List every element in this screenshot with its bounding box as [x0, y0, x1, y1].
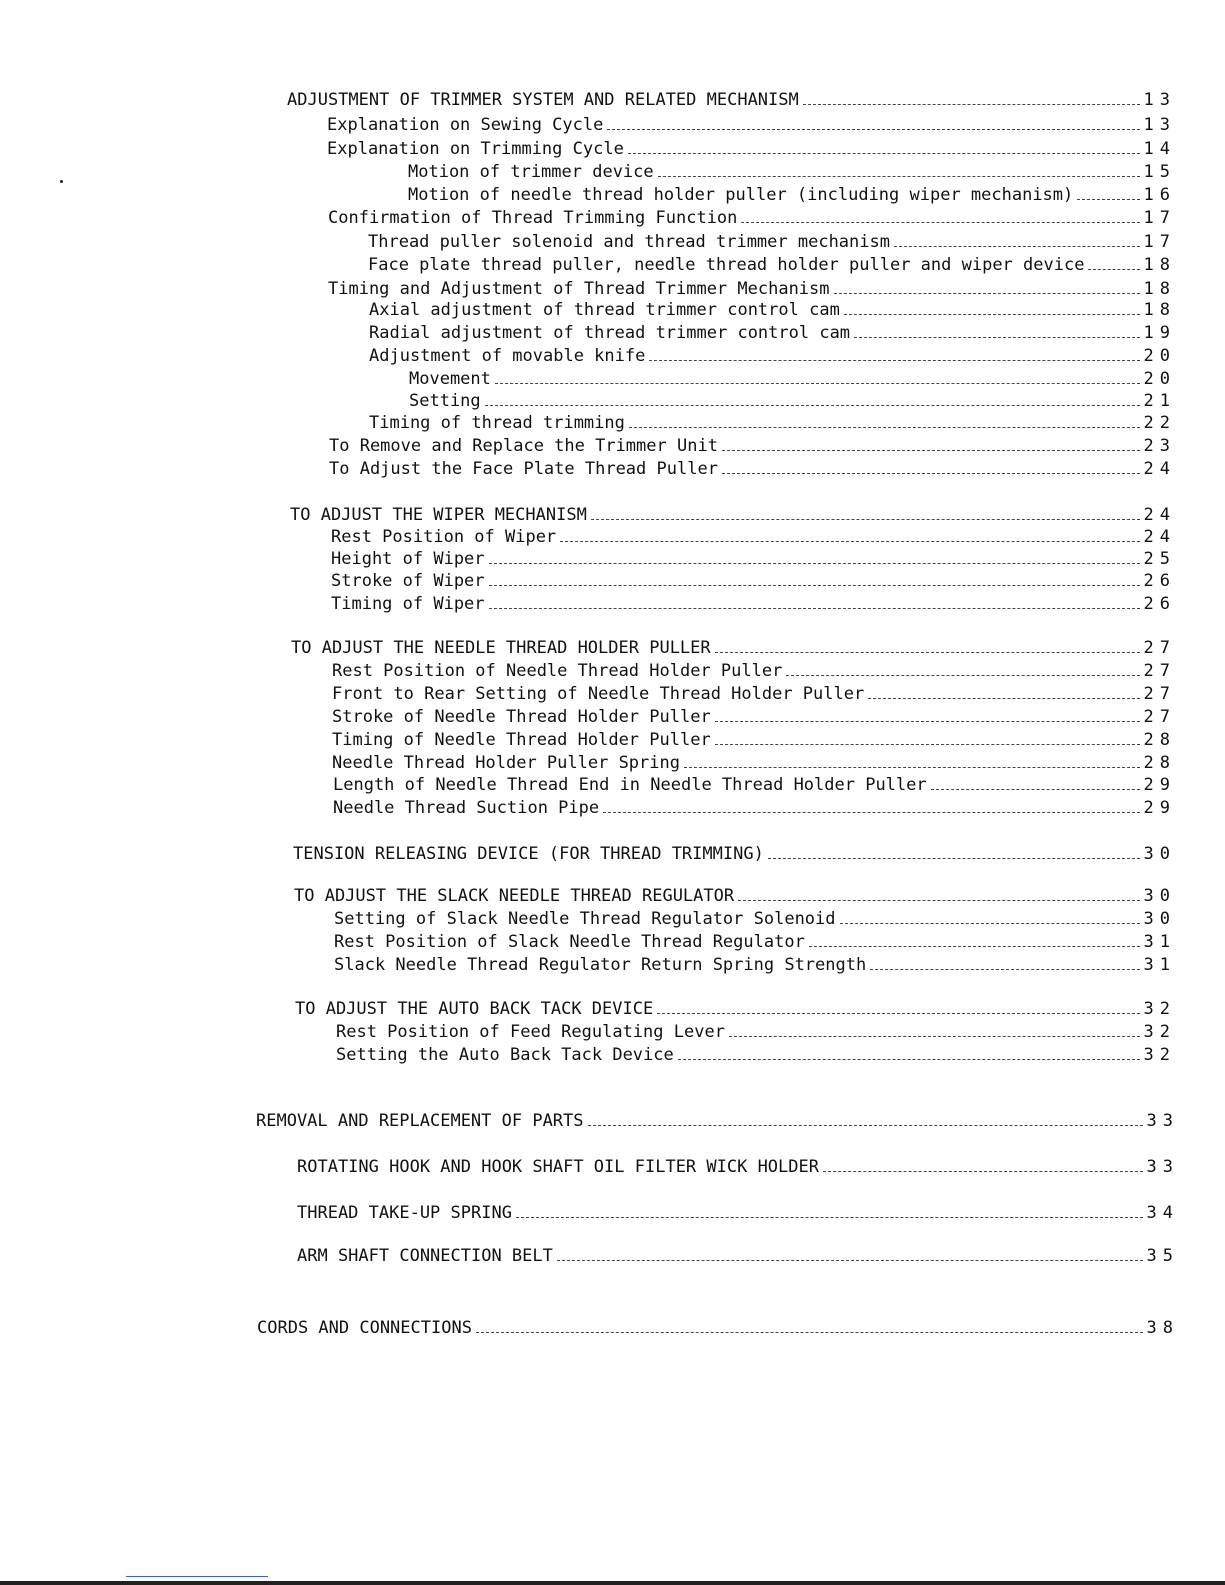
toc-entry — [334, 907, 1176, 931]
dot-leader — [588, 1113, 1143, 1126]
toc-entry — [332, 705, 1176, 729]
toc-entry — [332, 682, 1176, 706]
toc-entry-label: Timing and Adjustment of Thread Trimmer Mechanism — [328, 279, 830, 299]
toc-entry-label: Confirmation of Thread Trimming Function — [328, 208, 738, 228]
toc-entry-label: Face plate thread puller, needle thread holder puller and wiper device — [368, 255, 1085, 275]
toc-entry-label: ARM SHAFT CONNECTION BELT — [297, 1246, 553, 1266]
toc-entry — [369, 411, 1176, 435]
toc-page-number: 19 — [1143, 323, 1176, 343]
dot-leader — [657, 1001, 1139, 1014]
dot-leader — [809, 934, 1140, 947]
dot-leader — [629, 415, 1140, 428]
toc-page-number: 26 — [1143, 571, 1176, 591]
toc-entry-label: ROTATING HOOK AND HOOK SHAFT OIL FILTER WICK HOLDER — [297, 1157, 819, 1177]
toc-entry — [409, 389, 1176, 413]
toc-entry-label: Length of Needle Thread End in Needle Thread Holder Puller — [333, 775, 927, 795]
toc-page-number: 30 — [1143, 844, 1176, 864]
toc-entry — [409, 367, 1176, 391]
dot-leader — [715, 640, 1140, 653]
toc-entry-label: Rest Position of Wiper — [331, 527, 557, 547]
dot-leader — [658, 164, 1140, 177]
toc-page-number: 16 — [1143, 185, 1176, 205]
toc-entry-label: REMOVAL AND REPLACEMENT OF PARTS — [256, 1111, 584, 1131]
dot-leader — [489, 596, 1140, 609]
dot-leader — [844, 302, 1140, 315]
dot-leader — [870, 957, 1139, 970]
toc-page-number: 34 — [1146, 1203, 1179, 1223]
toc-entry-label: TO ADJUST THE WIPER MECHANISM — [290, 505, 587, 525]
dot-leader — [603, 800, 1139, 813]
toc-page-number: 20 — [1143, 369, 1176, 389]
toc-entry-label: Stroke of Needle Thread Holder Puller — [332, 707, 711, 727]
toc-page-number: 30 — [1143, 886, 1176, 906]
toc-page-number: 32 — [1143, 999, 1176, 1019]
toc-page-number: 31 — [1143, 932, 1176, 952]
toc-entry-label: Setting of Slack Needle Thread Regulator Solenoid — [334, 909, 836, 929]
toc-page-number: 29 — [1143, 775, 1176, 795]
toc-entry-label: Motion of needle thread holder puller (including wiper mechanism) — [408, 185, 1074, 205]
dot-leader — [854, 325, 1139, 338]
toc-entry — [331, 569, 1176, 593]
toc-entry-label: Axial adjustment of thread trimmer control cam — [369, 300, 840, 320]
toc-entry-label: Needle Thread Holder Puller Spring — [332, 753, 680, 773]
toc-page-number: 29 — [1143, 798, 1176, 818]
toc-entry — [369, 344, 1176, 368]
toc-entry-label: TO ADJUST THE AUTO BACK TACK DEVICE — [295, 999, 654, 1019]
toc-entry-label: TO ADJUST THE NEEDLE THREAD HOLDER PULLER — [291, 638, 711, 658]
toc-entry — [332, 728, 1176, 752]
dot-leader — [516, 1205, 1143, 1218]
toc-entry-label: Height of Wiper — [331, 549, 485, 569]
toc-entry-label: Movement — [409, 369, 491, 389]
toc-entry — [293, 842, 1176, 866]
toc-page-number: 17 — [1143, 208, 1176, 228]
toc-page-number: 32 — [1143, 1022, 1176, 1042]
dot-leader — [722, 438, 1140, 451]
toc-page-number: 24 — [1143, 505, 1176, 525]
toc-page-number: 26 — [1143, 594, 1176, 614]
dot-leader — [768, 846, 1140, 859]
dot-leader — [715, 709, 1140, 722]
dot-leader — [557, 1248, 1143, 1261]
toc-entry — [256, 1109, 1179, 1133]
dot-leader — [489, 551, 1140, 564]
toc-entry-label: Radial adjustment of thread trimmer control cam — [369, 323, 851, 343]
toc-entry — [290, 503, 1176, 527]
toc-entry-label: Timing of thread trimming — [369, 413, 625, 433]
toc-entry-label: Motion of trimmer device — [408, 162, 654, 182]
dot-leader — [560, 529, 1139, 542]
dot-leader — [607, 117, 1139, 130]
dot-leader — [495, 371, 1140, 384]
toc-entry — [327, 137, 1176, 161]
dot-leader — [738, 888, 1139, 901]
toc-entry-label: Explanation on Trimming Cycle — [327, 139, 624, 159]
dot-leader — [476, 1320, 1143, 1333]
toc-page-number: 27 — [1143, 661, 1176, 681]
toc-entry-label: Needle Thread Suction Pipe — [333, 798, 600, 818]
toc-entry-label: Setting — [409, 391, 481, 411]
toc-entry — [336, 1043, 1176, 1067]
toc-entry-label: Rest Position of Needle Thread Holder Puller — [332, 661, 783, 681]
dot-leader — [834, 281, 1140, 294]
toc-entry-label: To Adjust the Face Plate Thread Puller — [329, 459, 718, 479]
toc-entry — [334, 930, 1176, 954]
toc-page-number: 22 — [1143, 413, 1176, 433]
toc-entry — [408, 160, 1176, 184]
dot-leader — [894, 234, 1140, 247]
toc-entry-label: TENSION RELEASING DEVICE (FOR THREAD TRIMMING) — [293, 844, 764, 864]
toc-entry — [333, 796, 1176, 820]
toc-entry — [334, 953, 1176, 977]
toc-entry — [331, 592, 1176, 616]
toc-entry — [369, 321, 1176, 345]
toc-entry — [294, 884, 1176, 908]
scan-edge-mark — [126, 1576, 268, 1577]
toc-page-number: 24 — [1143, 459, 1176, 479]
dot-leader — [823, 1159, 1143, 1172]
toc-entry-label: Adjustment of movable knife — [369, 346, 646, 366]
toc-entry — [287, 88, 1176, 112]
toc-entry-label: THREAD TAKE-UP SPRING — [297, 1203, 512, 1223]
toc-entry — [297, 1244, 1179, 1268]
toc-page-number: 18 — [1143, 255, 1176, 275]
toc-page-number: 28 — [1143, 753, 1176, 773]
toc-entry — [328, 206, 1176, 230]
toc-entry-label: Timing of Needle Thread Holder Puller — [332, 730, 711, 750]
toc-entry-label: To Remove and Replace the Trimmer Unit — [329, 436, 718, 456]
toc-page-number: 23 — [1143, 436, 1176, 456]
toc-entry-label: Setting the Auto Back Tack Device — [336, 1045, 674, 1065]
toc-page-number: 20 — [1143, 346, 1176, 366]
dot-leader — [1077, 187, 1139, 200]
toc-entry — [327, 113, 1176, 137]
toc-entry — [329, 457, 1176, 481]
dot-leader — [729, 1024, 1140, 1037]
toc-entry-label: ADJUSTMENT OF TRIMMER SYSTEM AND RELATED MECHANISM — [287, 90, 799, 110]
toc-page-number: 27 — [1143, 638, 1176, 658]
toc-page-number: 27 — [1143, 707, 1176, 727]
toc-page-number: 33 — [1146, 1157, 1179, 1177]
toc-page-number: 24 — [1143, 527, 1176, 547]
toc-entry — [332, 659, 1176, 683]
dot-leader — [1088, 257, 1139, 270]
toc-page-number: 38 — [1146, 1318, 1179, 1338]
dot-leader — [931, 777, 1140, 790]
toc-page-number: 13 — [1143, 90, 1176, 110]
dot-leader — [678, 1047, 1140, 1060]
toc-entry — [331, 525, 1176, 549]
toc-entry — [291, 636, 1176, 660]
toc-page-number: 18 — [1143, 279, 1176, 299]
dot-leader — [803, 92, 1140, 105]
toc-entry-label: Slack Needle Thread Regulator Return Spring Strength — [334, 955, 867, 975]
toc-page-number: 17 — [1143, 232, 1176, 252]
dot-leader — [868, 686, 1139, 699]
toc-page-number: 25 — [1143, 549, 1176, 569]
toc-entry — [368, 253, 1176, 277]
dot-leader — [485, 393, 1140, 406]
dot-leader — [628, 141, 1140, 154]
dot-leader — [489, 573, 1140, 586]
scan-bottom-edge — [0, 1581, 1225, 1585]
toc-entry-label: CORDS AND CONNECTIONS — [257, 1318, 472, 1338]
toc-entry — [336, 1020, 1176, 1044]
toc-entry — [297, 1201, 1179, 1225]
scan-speck — [60, 180, 63, 183]
toc-entry — [333, 773, 1176, 797]
toc-page-number: 33 — [1146, 1111, 1179, 1131]
toc-entry-label: Thread puller solenoid and thread trimmer mechanism — [368, 232, 890, 252]
toc-page-number: 28 — [1143, 730, 1176, 750]
dot-leader — [649, 348, 1139, 361]
toc-entry — [331, 547, 1176, 571]
toc-entry-label: Rest Position of Feed Regulating Lever — [336, 1022, 725, 1042]
toc-page-number: 32 — [1143, 1045, 1176, 1065]
toc-entry — [369, 298, 1176, 322]
dot-leader — [741, 210, 1139, 223]
toc-page-number: 35 — [1146, 1246, 1179, 1266]
toc-page-number: 14 — [1143, 139, 1176, 159]
dot-leader — [591, 507, 1140, 520]
dot-leader — [715, 732, 1140, 745]
toc-entry-label: TO ADJUST THE SLACK NEEDLE THREAD REGULATOR — [294, 886, 735, 906]
toc-entry-label: Explanation on Sewing Cycle — [327, 115, 604, 135]
toc-page-number: 27 — [1143, 684, 1176, 704]
toc-entry-label: Timing of Wiper — [331, 594, 485, 614]
toc-page-number: 30 — [1143, 909, 1176, 929]
dot-leader — [786, 663, 1139, 676]
toc-entry — [295, 997, 1176, 1021]
toc-page-number: 31 — [1143, 955, 1176, 975]
toc-entry — [329, 434, 1176, 458]
toc-entry — [257, 1316, 1179, 1340]
toc-entry — [368, 230, 1176, 254]
toc-page-number: 13 — [1143, 115, 1176, 135]
dot-leader — [840, 911, 1140, 924]
toc-entry — [297, 1155, 1179, 1179]
toc-page-number: 18 — [1143, 300, 1176, 320]
toc-page-number: 21 — [1143, 391, 1176, 411]
toc-entry — [408, 183, 1176, 207]
dot-leader — [722, 461, 1140, 474]
toc-entry — [332, 751, 1176, 775]
toc-entry-label: Front to Rear Setting of Needle Thread Holder Puller — [332, 684, 865, 704]
toc-page-number: 15 — [1143, 162, 1176, 182]
toc-entry-label: Rest Position of Slack Needle Thread Regulator — [334, 932, 805, 952]
dot-leader — [684, 755, 1140, 768]
toc-entry-label: Stroke of Wiper — [331, 571, 485, 591]
